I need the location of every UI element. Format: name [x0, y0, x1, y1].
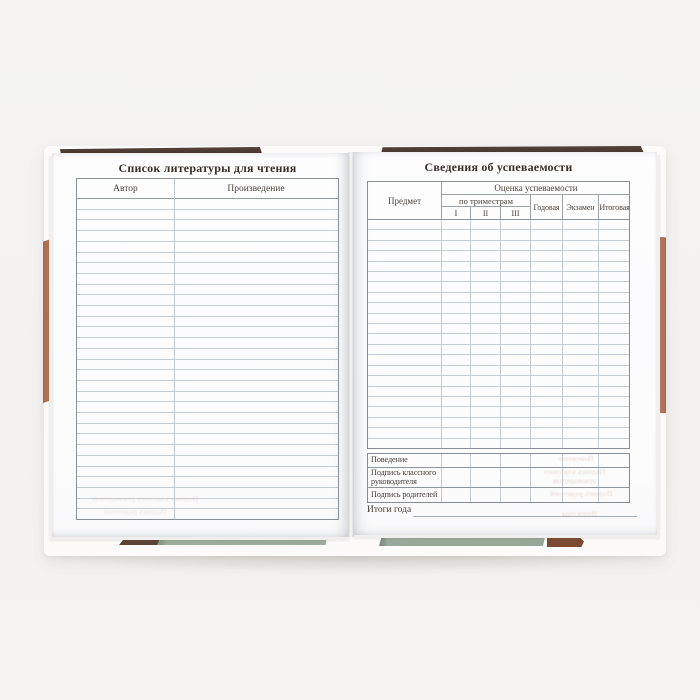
- right-page: [354, 152, 657, 535]
- reading-list-empty-row: [77, 337, 338, 348]
- reading-list-empty-row: [77, 230, 338, 241]
- work-column-header: Произведение: [227, 183, 285, 194]
- showthrough-text: Подпись классного руководителя: [92, 494, 199, 503]
- subject-column-header: Предмет: [368, 182, 442, 219]
- grades-empty-row: [368, 344, 629, 354]
- grades-empty-row: [368, 375, 629, 385]
- reading-list-empty-row: [77, 423, 338, 434]
- author-column-header: Автор: [113, 183, 138, 194]
- reading-list-empty-row: [77, 294, 338, 305]
- reading-list-table: [76, 178, 339, 520]
- reading-list-empty-row: [77, 305, 338, 316]
- reading-list-rows: [77, 199, 338, 519]
- cover-bottom-green-right: [379, 537, 545, 546]
- reading-list-column-divider: [174, 179, 175, 519]
- reading-list-empty-row: [77, 369, 338, 380]
- grades-empty-row: [368, 292, 629, 302]
- class-teacher-signature-label: Подпись классного руководителя: [368, 468, 442, 487]
- year-grade-column-header: Годовая: [531, 195, 563, 219]
- exam-grade-column-header: Экзамен: [563, 195, 599, 219]
- grades-empty-row: [368, 229, 629, 239]
- grade-group-header: Оценка успеваемости: [442, 182, 630, 195]
- reading-list-empty-row: [77, 241, 338, 252]
- grades-empty-row: [368, 302, 629, 312]
- trimester-2-header: II: [471, 207, 501, 219]
- reading-list-empty-row: [77, 316, 338, 327]
- reading-list-empty-row: [77, 348, 338, 359]
- grades-table-header: [368, 182, 629, 220]
- showthrough-text: Поведение: [559, 454, 594, 463]
- reading-list-empty-row: [77, 252, 338, 263]
- reading-list-empty-row: [77, 359, 338, 370]
- showthrough-text: Подпись классного руководителя: [544, 467, 606, 485]
- reading-list-empty-row: [77, 444, 338, 455]
- grades-table: [367, 181, 630, 449]
- grades-empty-row: [368, 354, 629, 364]
- reading-list-empty-row: [77, 273, 338, 284]
- reading-list-empty-row: [77, 412, 338, 423]
- showthrough-text: Подпись родителей: [104, 507, 167, 516]
- final-grade-column-header: Итоговая: [599, 202, 630, 212]
- grades-empty-row: [368, 406, 629, 416]
- grades-empty-row: [368, 313, 629, 323]
- reading-list-empty-row: [77, 284, 338, 295]
- cover-bottom-brown-right: [547, 537, 584, 547]
- grades-table-rows: [368, 220, 629, 448]
- trimester-3-header: III: [501, 207, 531, 219]
- grades-empty-row: [368, 365, 629, 375]
- trimester-group-header: по триместрам: [442, 195, 531, 207]
- reading-list-empty-row: [77, 199, 338, 209]
- left-page: [52, 153, 348, 537]
- reading-list-empty-row: [77, 401, 338, 412]
- behavior-label: Поведение: [368, 454, 442, 467]
- grades-empty-row: [368, 250, 629, 260]
- grades-empty-row: [368, 396, 629, 406]
- trimester-1-header: I: [442, 207, 471, 219]
- grades-empty-row: [368, 438, 629, 448]
- reading-list-empty-row: [77, 380, 338, 391]
- reading-list-empty-row: [77, 326, 338, 337]
- reading-list-header: [77, 179, 338, 199]
- reading-list-empty-row: [77, 391, 338, 402]
- grades-empty-row: [368, 417, 629, 427]
- grades-empty-row: [368, 220, 629, 229]
- grades-empty-row: [368, 333, 629, 343]
- grades-empty-row: [368, 240, 629, 250]
- reading-list-empty-row: [77, 262, 338, 273]
- showthrough-text: Подпись родителей: [550, 489, 613, 498]
- grades-empty-row: [368, 427, 629, 437]
- reading-list-empty-row: [77, 476, 338, 487]
- grades-empty-row: [368, 386, 629, 396]
- right-page-title: Сведения об успеваемости: [424, 160, 573, 174]
- reading-list-empty-row: [77, 433, 338, 444]
- reading-list-empty-row: [77, 455, 338, 466]
- year-total-label: Итоги года: [367, 505, 412, 515]
- reading-list-empty-row: [77, 219, 338, 230]
- grades-empty-row: [368, 271, 629, 281]
- grades-empty-row: [368, 323, 629, 333]
- showthrough-text: Итоги года: [562, 509, 597, 518]
- grades-empty-row: [368, 261, 629, 271]
- year-total-writein-line: [413, 516, 637, 517]
- left-page-title: Список литературы для чтения: [118, 161, 297, 175]
- grades-empty-row: [368, 281, 629, 291]
- reading-list-empty-row: [77, 209, 338, 220]
- parents-signature-label: Подпись родителей: [368, 488, 442, 502]
- reading-list-empty-row: [77, 466, 338, 477]
